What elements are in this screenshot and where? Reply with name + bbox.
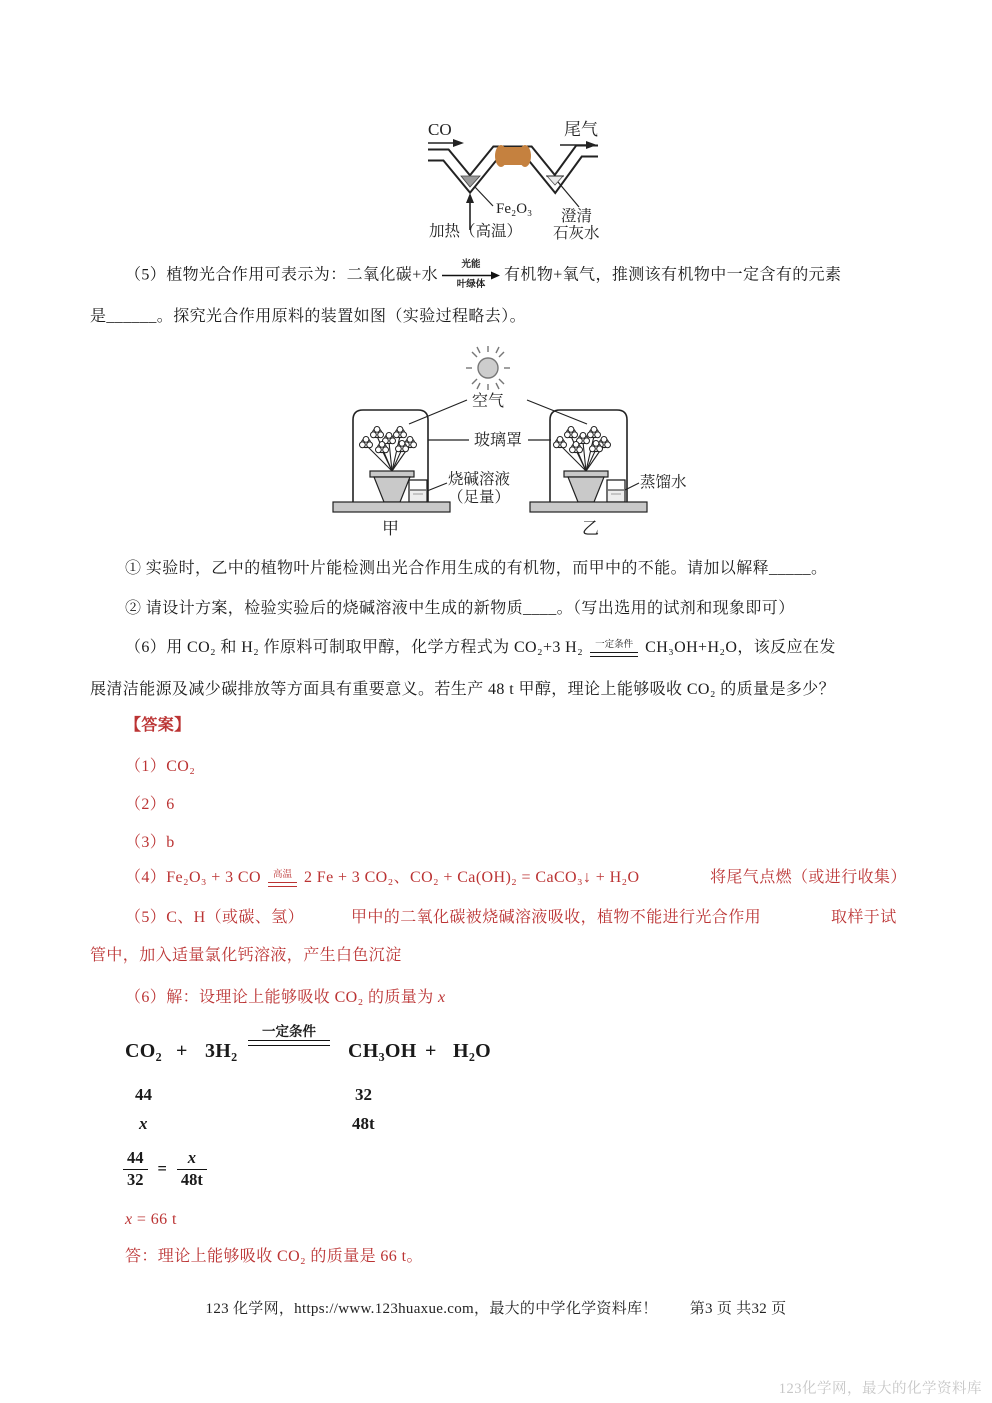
- left-jar-label: 甲: [382, 519, 399, 538]
- distilled-water-label: 蒸馏水: [640, 474, 687, 491]
- rubber-connector: [498, 147, 528, 165]
- molar-mass-rhs: 32: [355, 1085, 372, 1104]
- answer-5-continued: 管中，加入适量氯化钙溶液，产生白色沉淀: [90, 947, 402, 964]
- answer-2: （2）6: [125, 796, 175, 813]
- co-flow-arrow: [453, 139, 464, 147]
- sun-icon: [466, 346, 510, 390]
- molar-mass-lhs: 44: [135, 1085, 152, 1104]
- tail-gas-label: 尾气: [564, 120, 598, 139]
- answer-6-result: x = 66 t: [125, 1211, 177, 1228]
- watermark: 123化学网，最大的化学资料库: [778, 1381, 982, 1397]
- double-bond-line: [268, 882, 297, 887]
- variable-x: x: [125, 1211, 133, 1228]
- answer-1: （1）CO₂: [125, 758, 196, 775]
- question-6-line-2: 展清洁能源及减少碳排放等方面具有重要意义。若生产 48 t 甲醇，理论上能够吸收 CO₂ 的质量是多少？: [90, 681, 836, 698]
- heat-arrow: [466, 193, 474, 203]
- sub-question-2: ② 请设计方案，检验实验后的烧碱溶液中生成的新物质____。（写出选用的试剂和现象即可）: [125, 600, 795, 617]
- question-5-line-2: 是______。探究光合作用原料的装置如图（实验过程略去）。: [90, 308, 527, 325]
- double-bond-line: [248, 1040, 330, 1046]
- answer-header: 【答案】: [125, 717, 191, 734]
- limewater-label-line1: 澄清: [561, 208, 593, 225]
- naoh-label-line2: （足量）: [448, 489, 511, 506]
- variable-x: x: [438, 989, 446, 1006]
- naoh-label-line1: 烧碱溶液: [448, 471, 511, 488]
- answer-6-conclusion: 答：理论上能够吸收 CO₂ 的质量是 66 t。: [125, 1248, 423, 1265]
- answer-6-intro: （6）解：设理论上能够吸收 CO₂ 的质量为 x: [125, 989, 446, 1006]
- co-reduction-tube-diagram: [372, 110, 702, 245]
- right-base: [530, 502, 647, 512]
- answer-4: （4）Fe₂O₃ + 3 CO 高温 2 Fe + 3 CO₂、CO₂ + Ca(OH)₂ = CaCO₃↓ + H₂O 将尾气点燃（或进行收集）: [125, 866, 915, 889]
- answer-4-note: 将尾气点燃（或进行收集）: [710, 869, 907, 886]
- answer-5: （5）C、H（或碳、氢） 甲中的二氧化碳被烧碱溶液吸收，植物不能进行光合作用 取样于试: [125, 909, 897, 926]
- footer-page-indicator: 第3 页 共32 页: [689, 1301, 787, 1317]
- eq-co2: CO₂: [125, 1040, 162, 1062]
- eq-3h2: 3H₂: [205, 1040, 238, 1062]
- reaction-condition-high-temp: 高温: [268, 870, 297, 887]
- fraction-left: $\frac{44}{32}$: [123, 1148, 148, 1190]
- right-pot: [568, 477, 604, 502]
- footer-site-info: 123 化学网，https://www.123huaxue.com，最大的中学化学资料库！: [205, 1301, 658, 1317]
- unknown-mass-lhs: x: [139, 1114, 148, 1133]
- fraction-right: $\frac{x}{48t}$: [177, 1148, 207, 1190]
- glass-cover-label: 玻璃罩: [474, 432, 523, 449]
- left-pot-rim: [370, 471, 414, 477]
- question-5-line-1: （5）植物光合作用可表示为：二氧化碳+水 光能 叶绿体 有机物+氧气，推测该有机物中一定含有的元素: [125, 260, 842, 291]
- proportion: [123, 1148, 207, 1190]
- right-jar-label: 乙: [582, 519, 599, 538]
- photosynthesis-arrow: 光能 叶绿体: [442, 260, 500, 292]
- reaction-condition: 一定条件: [590, 640, 638, 657]
- left-base: [333, 502, 450, 512]
- air-label: 空气: [472, 393, 505, 410]
- eq-condition: 一定条件: [248, 1024, 330, 1046]
- double-bond-line: [590, 652, 638, 657]
- photosynthesis-apparatus-diagram: [330, 343, 720, 538]
- co-label: CO: [428, 120, 452, 139]
- equals-sign: =: [157, 1159, 167, 1179]
- given-mass-rhs: 48t: [352, 1114, 375, 1133]
- right-plant-flowers: [554, 427, 611, 453]
- page-footer: [0, 1297, 992, 1318]
- eq-plus-1: +: [176, 1040, 188, 1062]
- sub-question-1: ① 实验时，乙中的植物叶片能检测出光合作用生成的有机物，而甲中的不能。请加以解释_____。: [125, 560, 828, 577]
- answer-3: （3）b: [125, 834, 175, 851]
- limewater-label-line2: 石灰水: [553, 225, 600, 242]
- eq-ch3oh: CH₃OH: [348, 1040, 417, 1062]
- eq-h2o: H₂O: [453, 1040, 492, 1062]
- left-plant-flowers: [360, 427, 417, 453]
- heat-label: 加热（高温）: [429, 223, 523, 240]
- left-pot: [374, 477, 410, 502]
- eq-plus-2: +: [425, 1040, 437, 1062]
- question-6-line-1: （6）用 CO₂ 和 H₂ 作原料可制取甲醇，化学方程式为 CO₂+3 H₂ 一定条件 CH₃OH+H₂O，该反应在发: [125, 639, 836, 656]
- right-pot-rim: [564, 471, 608, 477]
- fe2o3-label: Fe₂O₃: [496, 201, 533, 217]
